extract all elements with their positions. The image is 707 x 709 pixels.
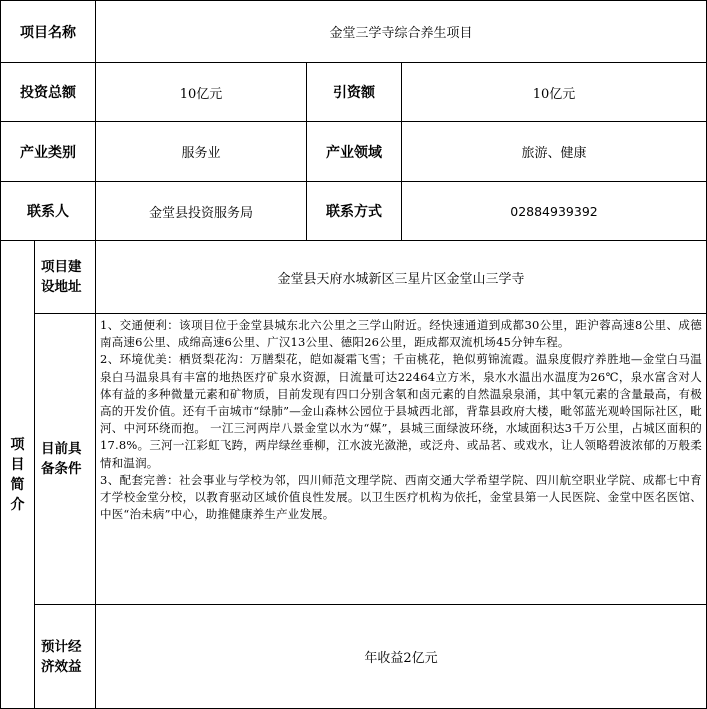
investment-total-value: 10亿元 bbox=[96, 63, 307, 122]
condition-facilities: 3、配套完善：社会事业与学校为邻，四川师范文理学院、西南交通大学希望学院、四川航空职业学院、成都七中育才学校金堂分校，以教育驱动区域价值良性发展。以卫生医疗机构为依托，金堂县第一人民医院、金堂中医名医馆、中医“治未病”中心，助推健康养生产业发展。 bbox=[100, 472, 702, 522]
contact-person-value: 金堂县投资服务局 bbox=[96, 182, 307, 241]
economic-benefit-label: 预计经济效益 bbox=[35, 605, 96, 708]
project-intro-label: 项目简介 bbox=[1, 241, 35, 708]
site-address-value: 金堂县天府水城新区三星片区金堂山三学寺 bbox=[96, 241, 706, 314]
economic-benefit-value: 年收益2亿元 bbox=[364, 651, 438, 666]
contact-person-label: 联系人 bbox=[1, 182, 96, 241]
current-conditions-text bbox=[96, 314, 706, 605]
attract-investment-value: 10亿元 bbox=[402, 63, 706, 122]
contact-method-label: 联系方式 bbox=[307, 182, 402, 241]
site-address-label: 项目建设地址 bbox=[35, 241, 96, 314]
attract-investment-label: 引资额 bbox=[307, 63, 402, 122]
industry-field-label: 产业领域 bbox=[307, 122, 402, 182]
industry-category-label: 产业类别 bbox=[1, 122, 96, 182]
industry-field-value: 旅游、健康 bbox=[402, 122, 706, 182]
current-conditions-label: 目前具备条件 bbox=[35, 314, 96, 605]
contact-method-value: 02884939392 bbox=[402, 182, 706, 241]
condition-transport: 1、交通便利：该项目位于金堂县城东北六公里之三学山附近。经快速通道到成都30公里，距沪蓉高速8公里、成德南高速6公里、成绵高速6公里、广汉13公里、德阳26公里，距成都双流机场45分钟车程。 bbox=[100, 318, 702, 350]
investment-total-label: 投资总额 bbox=[1, 63, 96, 122]
project-name-value: 金堂三学寺综合养生项目 bbox=[96, 1, 706, 63]
conditions-paragraphs bbox=[100, 317, 702, 523]
condition-environment: 2、环境优美：栖贤梨花沟：万膳梨花，皑如凝霜飞雪；千亩桃花，艳似剪锦流霞。温泉度假疗养胜地—金堂白马温泉白马温泉具有丰富的地热医疗矿泉水资源，日流量可达22464立方米，泉水水温出水温度为26℃，泉水富含对人体有益的多种微量元素和矿物质，目前发现有四口分别含氡和卤元素的自然温泉泉涌，其中氡元素的含量最高，有极高的开发价值。还有千亩城市“绿肺”—金山森林公园位于县城西北部，背靠县政府大楼，毗邻蓝光观岭国际社区，毗河、中河环绕而抱。 一江三河两岸八景金堂以水为“媒”，县城三面绿波环绕，水域面积达3千万公里，占城区面积的17.8%。三河一江彩虹飞跨，两岸绿丝垂柳，江水波光潋滟，或泛舟、或品茗、或戏水，让人领略碧波浓郁的万般柔情和温润。 bbox=[100, 352, 702, 470]
project-name-label: 项目名称 bbox=[1, 1, 96, 63]
industry-category-value: 服务业 bbox=[96, 122, 307, 182]
